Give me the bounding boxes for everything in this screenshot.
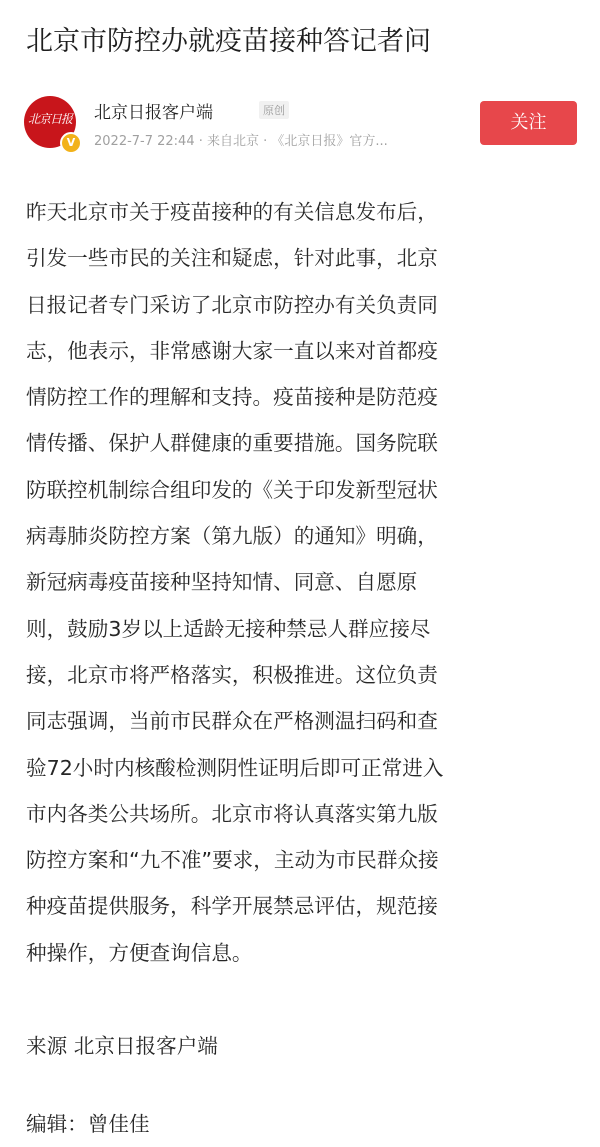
article-title: 北京市防控办就疫苗接种答记者问	[26, 26, 431, 57]
body-line: 验72小时内核酸检测阴性证明后即可正常进入	[26, 755, 444, 780]
body-line: 市内各类公共场所。北京市将认真落实第九版	[26, 801, 438, 826]
avatar-logo-text: 北京日报	[27, 112, 72, 126]
post-meta: 2022-7-7 22:44 · 来自北京 · 《北京日报》官方...	[94, 134, 388, 149]
verified-icon: V	[60, 132, 82, 154]
body-line: 引发一些市民的关注和疑虑，针对此事，北京	[26, 246, 438, 271]
body-line: 防控方案和“九不准”要求，主动为市民群众接	[26, 848, 439, 873]
body-line: 防联控机制综合组印发的《关于印发新型冠状	[26, 477, 438, 502]
body-line: 同志强调，当前市民群众在严格测温扫码和查	[26, 709, 438, 734]
body-line: 志，他表示，非常感谢大家一直以来对首都疫	[26, 338, 438, 363]
body-line: 情传播、保护人群健康的重要措施。国务院联	[26, 431, 438, 456]
body-line: 昨天北京市关于疫苗接种的有关信息发布后，	[26, 200, 438, 224]
author-row	[24, 94, 584, 154]
body-line: 接，北京市将严格落实，积极推进。这位负责	[26, 662, 438, 687]
body-line: 则，鼓励3岁以上适龄无接种禁忌人群应接尽	[26, 616, 431, 641]
body-line: 日报记者专门采访了北京市防控办有关负责同	[26, 292, 438, 317]
body-line: 种操作，方便查询信息。	[26, 940, 253, 965]
body-line: 情防控工作的理解和支持。疫苗接种是防范疫	[26, 385, 438, 410]
article-source: 来源 北京日报客户端	[26, 1034, 218, 1058]
article-editor: 编辑：曾佳佳	[26, 1112, 150, 1136]
body-line: 种疫苗提供服务，科学开展禁忌评估，规范接	[26, 894, 438, 919]
author-name[interactable]: 北京日报客户端	[94, 103, 213, 123]
article-body	[26, 189, 580, 976]
original-badge: 原创	[259, 101, 289, 119]
follow-button[interactable]: 关注	[480, 101, 577, 145]
body-line: 新冠病毒疫苗接种坚持知情、同意、自愿原	[26, 570, 418, 595]
body-line: 病毒肺炎防控方案（第九版）的通知》明确，	[26, 524, 438, 549]
